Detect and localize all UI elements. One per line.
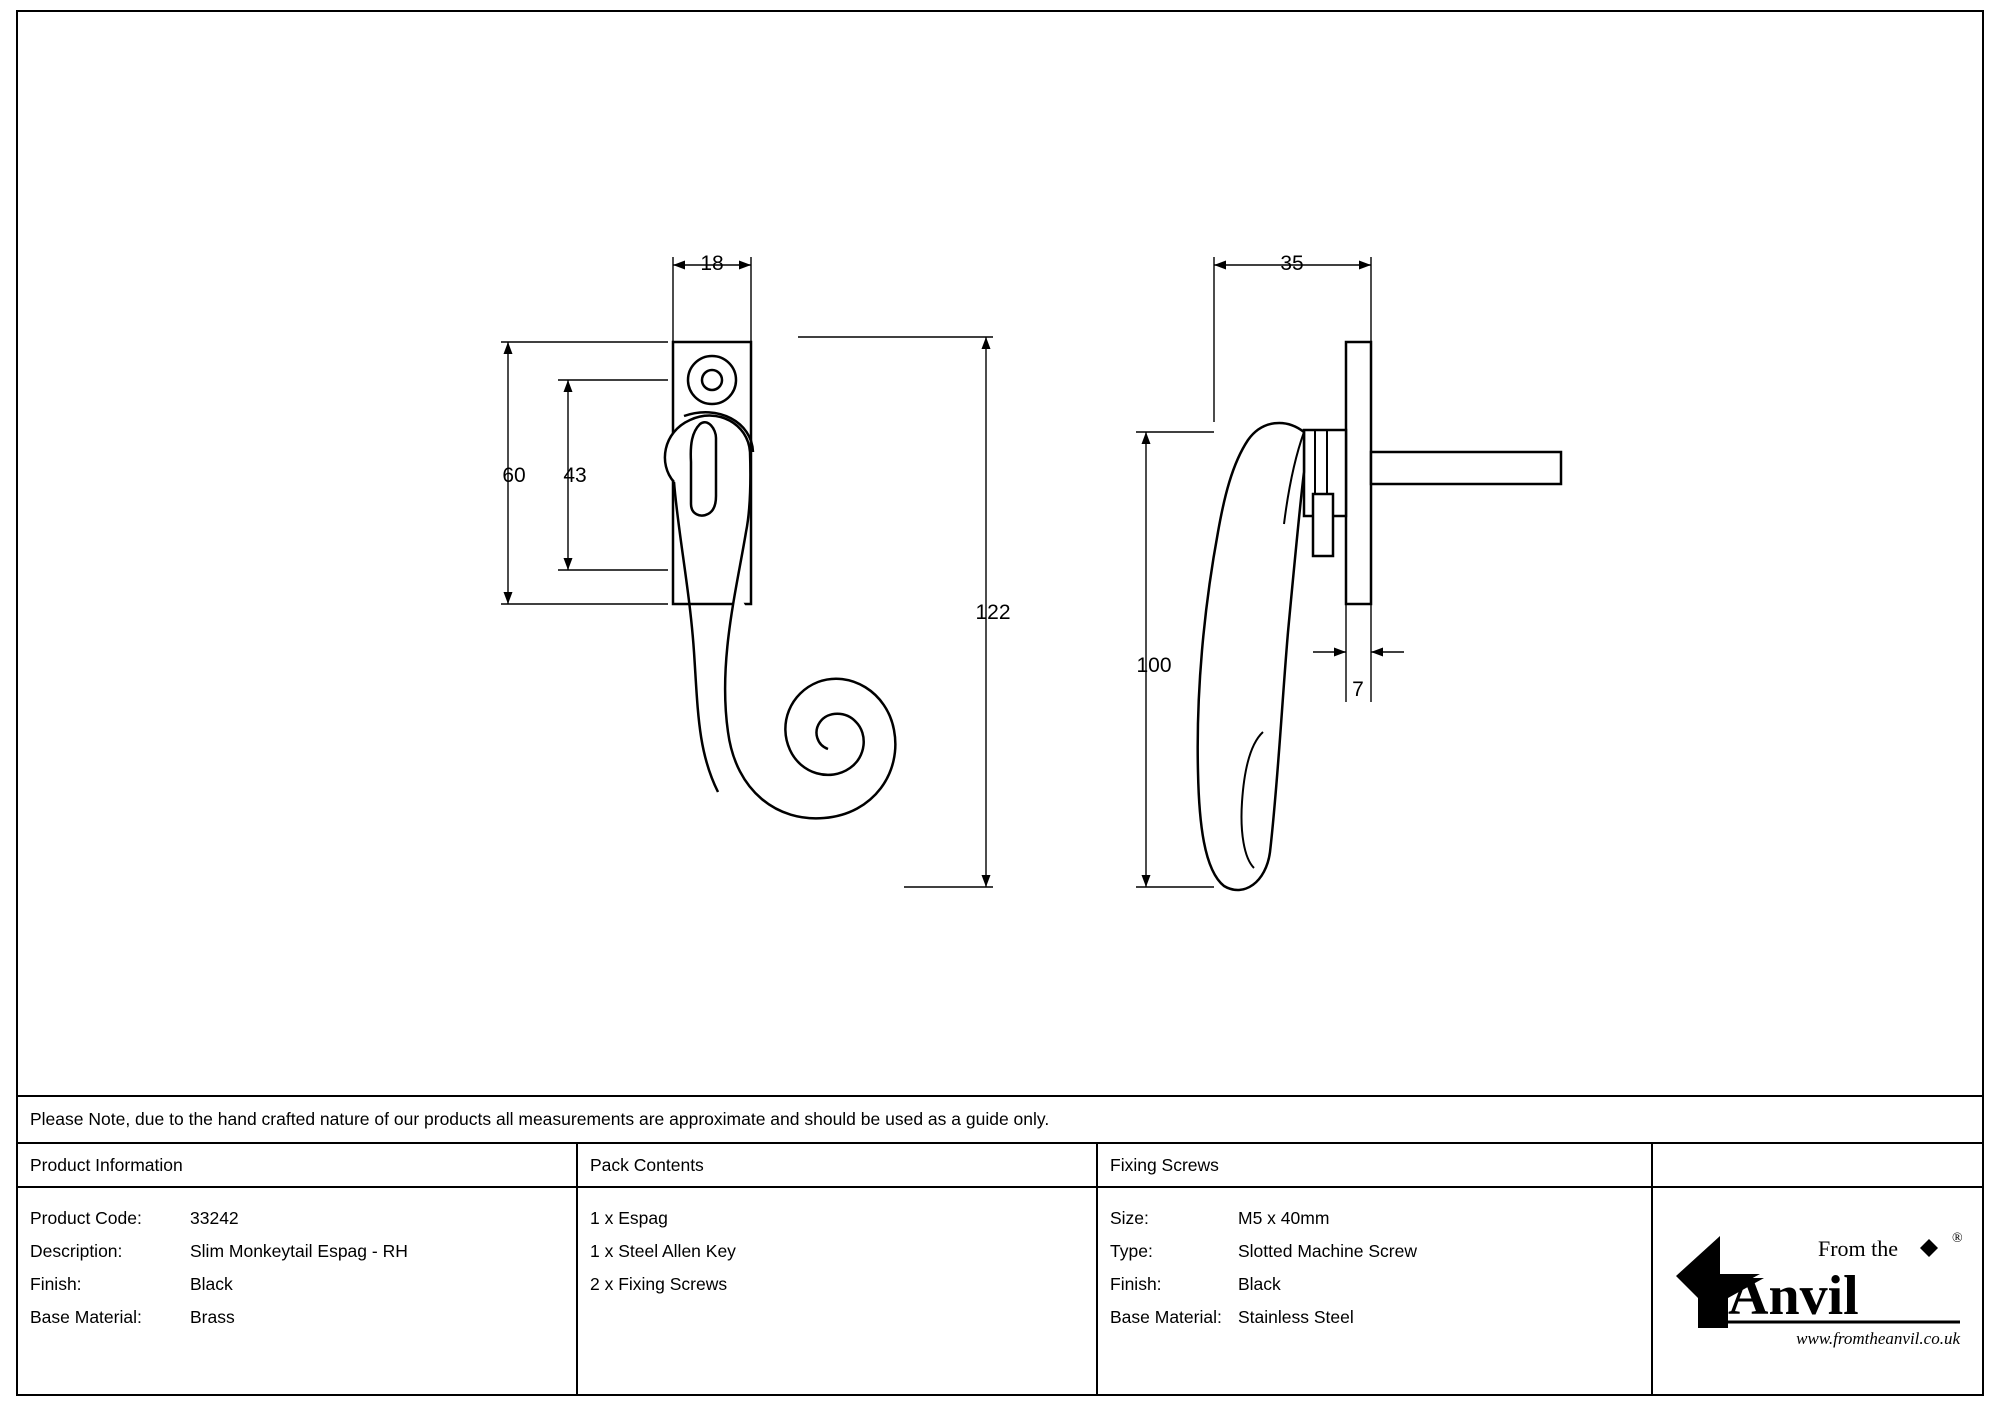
product-code-label: Product Code: <box>30 1208 142 1228</box>
header-cell-logo <box>1651 1144 1982 1186</box>
product-information-list <box>18 1188 576 1334</box>
logo-line1: From the <box>1817 1236 1898 1261</box>
header-pack-contents: Pack Contents <box>590 1155 704 1175</box>
screw-type-value: Slotted Machine Screw <box>1238 1241 1417 1261</box>
cell-logo <box>1651 1188 1982 1394</box>
list-item <box>1110 1268 1651 1301</box>
logo-url: www.fromtheanvil.co.uk <box>1795 1329 1960 1348</box>
logo-line2: Anvil <box>1727 1265 1859 1327</box>
list-item <box>30 1235 576 1268</box>
product-code-value: 33242 <box>190 1208 239 1228</box>
finish-label: Finish: <box>30 1274 82 1294</box>
finish-value: Black <box>190 1274 233 1294</box>
dim-label-122: 122 <box>975 601 1011 624</box>
header-cell-pack-contents <box>576 1144 1096 1186</box>
base-material-value: Brass <box>190 1307 235 1327</box>
header-cell-product-information <box>18 1144 576 1186</box>
collar-tab <box>1313 494 1333 556</box>
drawing-sheet <box>16 10 1984 1396</box>
screw-finish-label: Finish: <box>1110 1274 1162 1294</box>
description-value: Slim Monkeytail Espag - RH <box>190 1241 408 1261</box>
measurement-note-row <box>18 1097 1982 1144</box>
measurement-note: Please Note, due to the hand crafted nature of our products all measurements are approximate and should be used as a guide only. <box>30 1109 1050 1129</box>
list-item: 1 x Espag <box>590 1208 668 1228</box>
list-item <box>30 1301 576 1334</box>
screw-base-material-label: Base Material: <box>1110 1307 1222 1327</box>
screw-size-value: M5 x 40mm <box>1238 1208 1330 1228</box>
dim-label-7: 7 <box>1352 678 1364 701</box>
table-body-row <box>18 1188 1982 1394</box>
fixing-screws-list <box>1098 1188 1651 1334</box>
dim-label-18: 18 <box>700 252 724 275</box>
description-label: Description: <box>30 1241 123 1261</box>
screw-type-label: Type: <box>1110 1241 1153 1261</box>
screw-hole-inner <box>702 370 722 390</box>
list-item <box>1110 1202 1651 1235</box>
screw-size-label: Size: <box>1110 1208 1149 1228</box>
base-material-label: Base Material: <box>30 1307 142 1327</box>
spindle <box>1371 452 1561 484</box>
list-item <box>1110 1235 1651 1268</box>
header-cell-fixing-screws <box>1096 1144 1651 1186</box>
brand-logo <box>1653 1188 1982 1394</box>
list-item <box>30 1268 576 1301</box>
dim-label-35: 35 <box>1280 252 1304 275</box>
cell-fixing-screws <box>1096 1188 1651 1394</box>
list-item: 1 x Steel Allen Key <box>590 1241 736 1261</box>
list-item <box>1110 1301 1651 1334</box>
screw-base-material-value: Stainless Steel <box>1238 1307 1354 1327</box>
cell-product-information <box>18 1188 576 1394</box>
dim-label-43: 43 <box>563 464 587 487</box>
header-fixing-screws: Fixing Screws <box>1110 1155 1219 1175</box>
side-backplate <box>1346 342 1371 604</box>
dim-label-100: 100 <box>1136 654 1172 677</box>
list-item: 2 x Fixing Screws <box>590 1274 728 1294</box>
table-header-row <box>18 1144 1982 1188</box>
technical-drawing-svg <box>18 12 1982 1095</box>
cell-pack-contents <box>576 1188 1096 1394</box>
logo-registered: ® <box>1951 1231 1963 1246</box>
technical-drawing-area <box>18 12 1982 1097</box>
list-item <box>30 1202 576 1235</box>
diamond-icon <box>1920 1239 1938 1257</box>
header-product-information: Product Information <box>30 1155 183 1175</box>
from-the-anvil-logo <box>1668 1216 1968 1366</box>
dim-label-60: 60 <box>502 464 526 487</box>
lever-slot <box>691 422 716 515</box>
screw-finish-value: Black <box>1238 1274 1281 1294</box>
pack-contents-list <box>578 1188 1096 1301</box>
